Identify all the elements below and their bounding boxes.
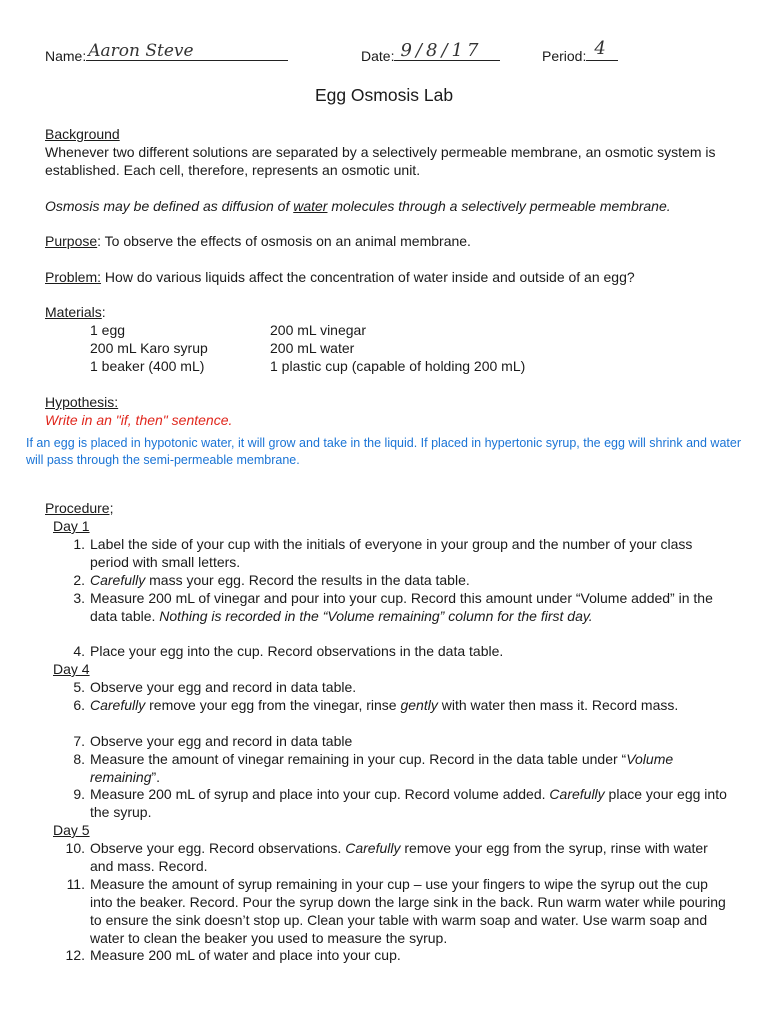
step-number: 3. bbox=[73, 590, 85, 606]
purpose-section bbox=[45, 232, 735, 250]
step-text: Measure the amount of vinegar remaining in your cup. Record in the data table under “Volume remaining”. bbox=[90, 751, 674, 785]
material-item: 200 mL water bbox=[270, 340, 355, 356]
step-text: Carefully remove your egg from the vinegar, rinse gently with water then mass it. Record mass. bbox=[90, 697, 679, 713]
date-label: Date: bbox=[361, 48, 395, 64]
date-handwriting: 9/8/17 bbox=[400, 40, 483, 61]
background-text: Whenever two different solutions are separated by a selectively permeable membrane, an osmotic system is established. Each cell, therefore, represents an osmotic unit. bbox=[45, 144, 716, 178]
step-text: Measure the amount of syrup remaining in your cup – use your fingers to wipe the syrup out the cup into the beaker. Record. Pour the syrup down the large sink in the back. Run warm water while pouring to ensure the sink doesn’t stop up. Clean your table with warm soap and water. Use warm soap and water to clean the beaker you used to measure the syrup. bbox=[90, 876, 726, 946]
purpose-text: : To observe the effects of osmosis on an animal membrane. bbox=[97, 233, 471, 249]
procedure-heading: Procedure; bbox=[45, 500, 114, 516]
materials-heading-line bbox=[45, 303, 735, 321]
problem-heading: Problem: bbox=[45, 269, 102, 285]
materials-row bbox=[45, 321, 735, 339]
step-text: Observe your egg. Record observations. Carefully remove your egg from the syrup, rinse with water and mass. Record. bbox=[90, 840, 708, 874]
step-text: Observe your egg and record in data table. bbox=[90, 679, 357, 695]
definition-after: molecules through a selectively permeable membrane. bbox=[327, 198, 671, 214]
step-text: Measure 200 mL of water and place into your cup. bbox=[90, 947, 401, 963]
date-blank[interactable] bbox=[394, 40, 500, 61]
materials-colon: : bbox=[101, 304, 106, 320]
definition-before: Osmosis may be defined as diffusion of bbox=[45, 198, 294, 214]
step-number: 4. bbox=[73, 643, 85, 659]
name-blank[interactable] bbox=[86, 41, 288, 61]
step-number: 11. bbox=[66, 876, 85, 892]
step-number: 9. bbox=[73, 786, 85, 802]
background-section bbox=[45, 125, 735, 179]
materials-list bbox=[45, 321, 735, 375]
step-number: 12. bbox=[65, 947, 85, 963]
step-number: 1. bbox=[73, 536, 85, 552]
period-blank[interactable] bbox=[586, 38, 618, 61]
material-item: 1 beaker (400 mL) bbox=[90, 358, 205, 374]
osmosis-definition bbox=[45, 197, 735, 215]
page-title: Egg Osmosis Lab bbox=[314, 85, 454, 105]
step-text: Observe your egg and record in data table bbox=[90, 733, 353, 749]
problem-text: How do various liquids affect the concentration of water inside and outside of an egg? bbox=[101, 269, 635, 285]
step-text: Carefully mass your egg. Record the results in the data table. bbox=[90, 572, 470, 588]
purpose-heading: Purpose bbox=[45, 233, 98, 249]
step-text: Measure 200 mL of vinegar and pour into your cup. Record this amount under “Volume added” in the data table. Nothing is recorded in the “Volume remaining” column for the first day. bbox=[90, 590, 713, 624]
step-text: Place your egg into the cup. Record observations in the data table. bbox=[90, 643, 504, 659]
background-heading: Background bbox=[45, 126, 120, 142]
problem-section bbox=[45, 268, 735, 286]
day-5-heading: Day 5 bbox=[53, 822, 90, 838]
name-field bbox=[45, 41, 288, 65]
step-number: 6. bbox=[73, 697, 85, 713]
hypothesis-heading: Hypothesis: bbox=[45, 394, 119, 410]
step-number: 7. bbox=[73, 733, 85, 749]
day-1-heading: Day 1 bbox=[53, 518, 90, 534]
material-item: 200 mL Karo syrup bbox=[90, 340, 208, 356]
materials-row bbox=[45, 339, 735, 357]
material-item: 1 plastic cup (capable of holding 200 mL) bbox=[270, 358, 526, 374]
step-number: 5. bbox=[73, 679, 85, 695]
step-text: Measure 200 mL of syrup and place into your cup. Record volume added. Carefully place your egg into the syrup. bbox=[90, 786, 727, 820]
materials-heading: Materials bbox=[45, 304, 102, 320]
definition-word: water bbox=[293, 198, 328, 214]
date-field bbox=[361, 40, 500, 65]
name-handwriting: Aaron Steve bbox=[88, 41, 194, 61]
material-item: 200 mL vinegar bbox=[270, 322, 366, 338]
name-label: Name: bbox=[45, 48, 87, 64]
day-4-heading: Day 4 bbox=[53, 661, 90, 677]
hypothesis-instruction: Write in an "if, then" sentence. bbox=[45, 412, 233, 428]
material-item: 1 egg bbox=[90, 322, 126, 338]
period-field bbox=[542, 38, 618, 65]
hypothesis-section bbox=[45, 393, 735, 429]
step-text: Label the side of your cup with the initials of everyone in your group and the number of your class period with small letters. bbox=[90, 536, 693, 570]
hypothesis-answer[interactable]: If an egg is placed in hypotonic water, it will grow and take in the liquid. If placed in hypertonic syrup, the egg will shrink and water will pass through the semi-permeable membrane. bbox=[26, 436, 741, 467]
period-handwriting: 4 bbox=[594, 38, 606, 59]
step-number: 10. bbox=[65, 840, 85, 856]
materials-row bbox=[45, 357, 735, 375]
period-label: Period: bbox=[542, 48, 587, 64]
step-number: 2. bbox=[73, 572, 85, 588]
step-number: 8. bbox=[73, 751, 85, 767]
